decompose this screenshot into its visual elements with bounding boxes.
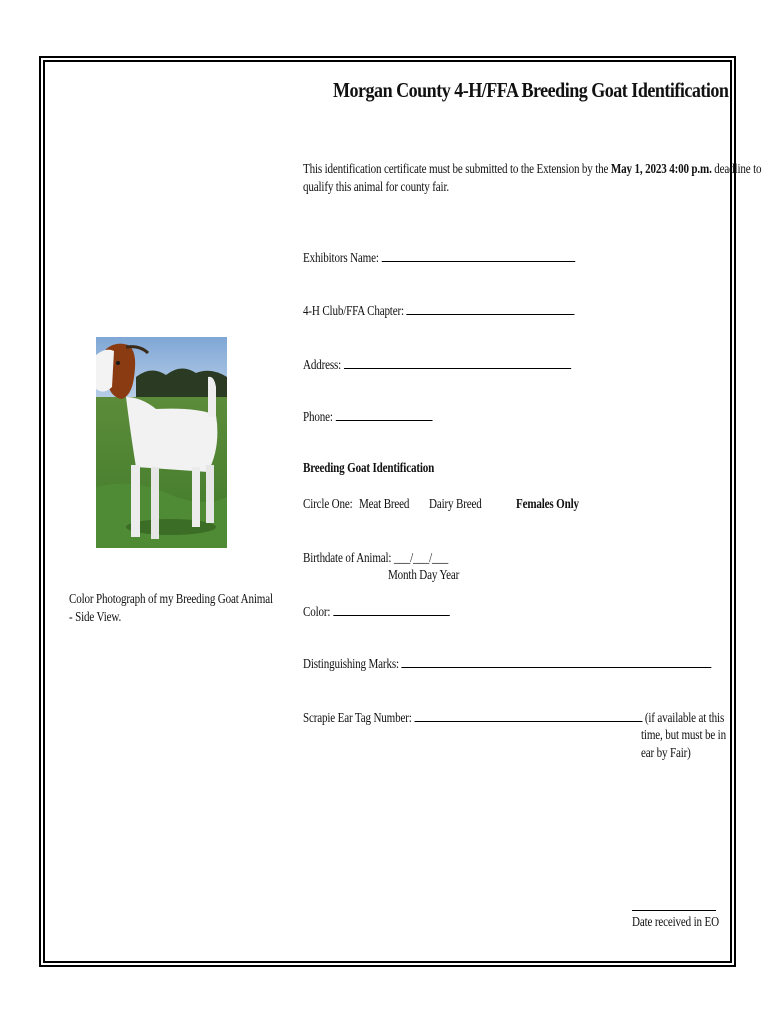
- marks-label: Distinguishing Marks:: [303, 656, 399, 671]
- section-heading: Breeding Goat Identification: [303, 460, 435, 475]
- marks-row: [303, 655, 711, 672]
- scrapie-label: Scrapie Ear Tag Number:: [303, 710, 412, 725]
- intro-text-start: This identification certificate must be submitted to the Extension by the: [303, 161, 611, 176]
- color-label: Color:: [303, 604, 331, 619]
- exhibitor-name-field[interactable]: [381, 249, 575, 262]
- intro-line-1: [303, 161, 761, 177]
- birthdate-format: Month Day Year: [388, 567, 460, 582]
- intro-text-end: deadline to: [711, 161, 762, 176]
- club-label: 4-H Club/FFA Chapter:: [303, 303, 404, 318]
- form-title: Morgan County 4-H/FFA Breeding Goat Identification: [333, 78, 729, 102]
- birthdate-label: Birthdate of Animal:: [303, 550, 392, 565]
- meat-breed-option[interactable]: Meat Breed: [359, 496, 410, 511]
- address-row: [303, 356, 571, 373]
- deadline-text: May 1, 2023 4:00 p.m.: [610, 161, 712, 176]
- marks-field[interactable]: [402, 655, 712, 668]
- scrapie-row: [303, 709, 724, 726]
- phone-label: Phone:: [303, 409, 333, 424]
- scrapie-field[interactable]: [414, 709, 642, 722]
- birthdate-row: [303, 550, 448, 566]
- scrapie-note-2: time, but must be in: [641, 727, 726, 742]
- phone-field[interactable]: [335, 408, 432, 421]
- photo-caption-line-1: Color Photograph of my Breeding Goat Animal: [69, 591, 273, 606]
- birthdate-field[interactable]: ___/___/___: [393, 550, 449, 565]
- intro-line-2: qualify this animal for county fair.: [303, 179, 449, 194]
- address-field[interactable]: [344, 356, 571, 369]
- scrapie-note-3: ear by Fair): [641, 745, 691, 760]
- females-only-note: Females Only: [516, 496, 579, 511]
- dairy-breed-option[interactable]: Dairy Breed: [429, 496, 482, 511]
- address-label: Address:: [303, 357, 342, 372]
- goat-photo: [96, 337, 227, 548]
- scrapie-note-1: (if available at this: [644, 710, 725, 725]
- date-received-line[interactable]: [632, 910, 716, 911]
- date-received-label: Date received in EO: [632, 914, 719, 929]
- club-field[interactable]: [407, 302, 575, 315]
- color-field[interactable]: [333, 603, 449, 616]
- phone-row: [303, 408, 432, 425]
- exhibitor-name-row: [303, 249, 575, 266]
- color-row: [303, 603, 449, 620]
- exhibitor-name-label: Exhibitors Name:: [303, 250, 379, 265]
- club-row: [303, 302, 575, 319]
- circle-label: Circle One:: [303, 496, 353, 511]
- photo-caption-line-2: - Side View.: [69, 609, 122, 624]
